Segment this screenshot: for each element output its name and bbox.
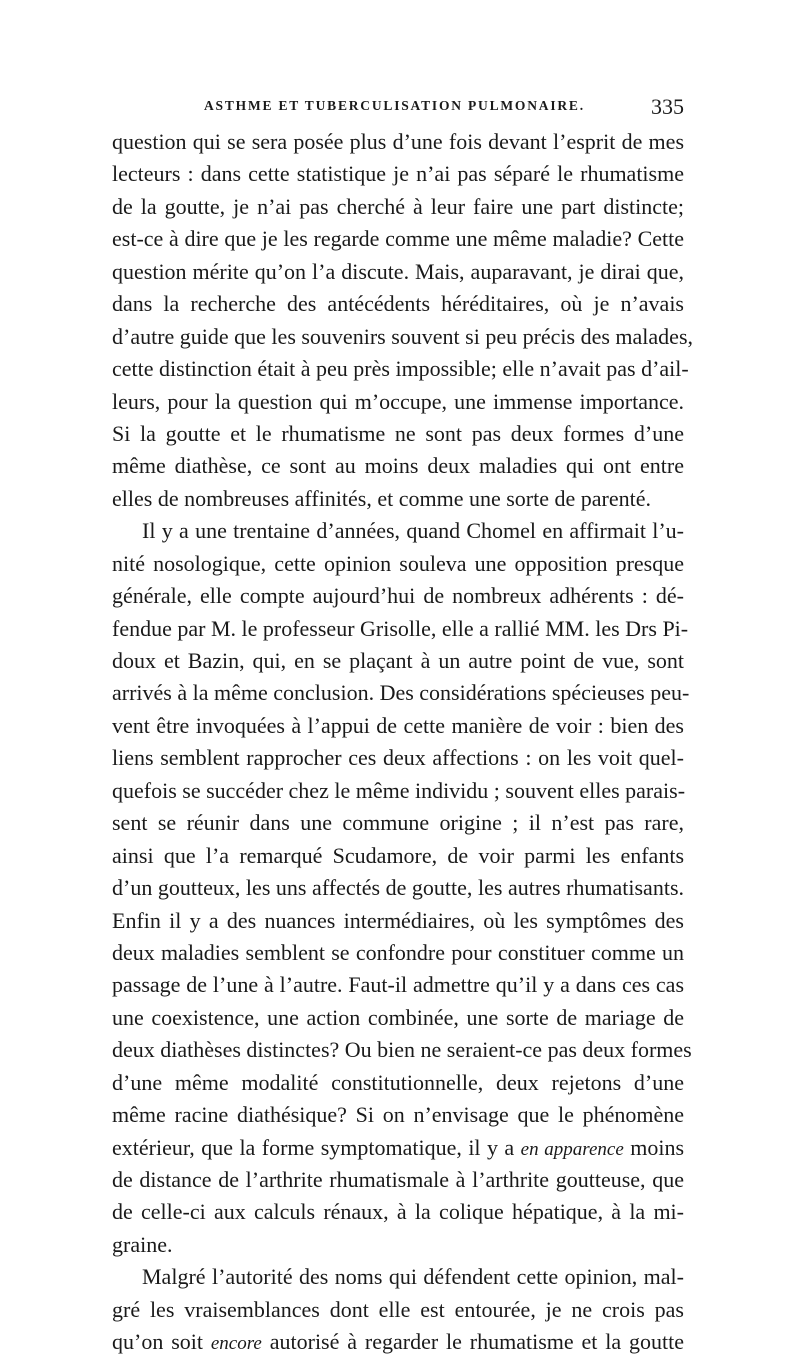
text-line: Enfin il y a des nuances intermédiaires, où les symptômes des — [112, 907, 684, 933]
text-line: d’une même modalité constitutionnelle, deux rejetons d’une — [112, 1069, 684, 1095]
paragraph-end-line: graine. — [112, 1231, 173, 1257]
text-line-with-italic — [112, 1132, 684, 1164]
text-line: lecteurs : dans cette statistique je n’ai pas séparé le rhumatisme — [112, 161, 684, 187]
text-line: cette distinction était à peu près impossible; elle n’avait pas d’ail- — [112, 356, 689, 382]
text-line: vent être invoquées à l’appui de cette manière de voir : bien des — [112, 712, 684, 738]
text-segment: qu’on soit — [112, 1329, 203, 1355]
text-line: d’autre guide que les souvenirs souvent si peu précis des malades, — [112, 323, 694, 349]
text-line: même diathèse, ce sont au moins deux maladies qui ont entre — [112, 453, 684, 479]
text-line-with-italic — [112, 1326, 684, 1358]
text-segment: autorisé à regarder le rhumatisme et la goutte — [269, 1329, 684, 1355]
text-line: de la goutte, je n’ai pas cherché à leur faire une part distincte; — [112, 193, 684, 219]
text-segment: moins — [630, 1134, 685, 1160]
text-line: doux et Bazin, qui, en se plaçant à un autre point de vue, sont — [112, 648, 684, 673]
text-line: question qui se sera posée plus d’une fois devant l’esprit de mes — [112, 129, 684, 154]
paragraph-start-line: Malgré l’autorité des noms qui défendent cette opinion, mal- — [142, 1264, 684, 1290]
text-line: fendue par M. le professeur Grisolle, elle a rallié MM. les Drs Pi- — [112, 615, 689, 641]
text-line: est-ce à dire que je les regarde comme une même maladie? Cette — [112, 226, 684, 252]
text-line: Si la goutte et le rhumatisme ne sont pas deux formes d’une — [112, 420, 684, 446]
text-line: leurs, pour la question qui m’occupe, une immense importance. — [112, 388, 684, 414]
text-line: de distance de l’arthrite rhumatismale à l’arthrite goutteuse, que — [112, 1167, 684, 1192]
text-line: de celle-ci aux calculs rénaux, à la colique hépatique, à la mi- — [112, 1199, 684, 1225]
italic-word: encore — [210, 1333, 262, 1355]
text-line: nité nosologique, cette opinion souleva une opposition presque — [112, 550, 684, 576]
text-line: même racine diathésique? Si on n’envisage que le phénomène — [112, 1102, 684, 1128]
paragraph-start-line: Il y a une trentaine d’années, quand Chomel en affirmait l’u- — [142, 518, 684, 544]
running-title: ASTHME ET TUBERCULISATION PULMONAIRE. — [204, 98, 585, 113]
text-line: question mérite qu’on l’a discute. Mais, auparavant, je dirai que, — [112, 258, 684, 284]
italic-phrase: en apparence — [520, 1138, 624, 1160]
text-line: sent se réunir dans une commune origine ; il n’est pas rare, — [112, 810, 684, 836]
paragraph-end-line: elles de nombreuses affinités, et comme une sorte de parenté. — [112, 485, 652, 511]
text-line: liens semblent rapprocher ces deux affections : on les voit quel- — [112, 745, 684, 771]
running-head — [112, 94, 684, 120]
page-number: 335 — [651, 94, 684, 119]
text-line: arrivés à la même conclusion. Des considérations spécieuses peu- — [112, 680, 690, 706]
text-line: passage de l’une à l’autre. Faut-il admettre qu’il y a dans ces cas — [112, 972, 684, 998]
text-line: deux diathèses distinctes? Ou bien ne seraient-ce pas deux formes — [112, 1037, 692, 1063]
text-line: d’un goutteux, les uns affectés de goutte, les autres rhumatisants. — [112, 875, 684, 901]
text-line: ainsi que l’a remarqué Scudamore, de voir parmi les enfants — [112, 842, 684, 868]
text-line: deux maladies semblent se confondre pour constituer comme un — [112, 939, 684, 965]
text-segment: extérieur, que la forme symptomatique, il y a — [112, 1134, 515, 1160]
body-text — [112, 126, 694, 1359]
text-line: générale, elle compte aujourd’hui de nombreux adhérents : dé- — [112, 583, 684, 609]
text-line: une coexistence, une action combinée, une sorte de mariage de — [112, 1004, 684, 1030]
text-line: dans la recherche des antécédents héréditaires, où je n’avais — [112, 291, 684, 317]
text-line: quefois se succéder chez le même individu ; souvent elles parais- — [112, 777, 686, 803]
text-line: gré les vraisemblances dont elle est entourée, je ne crois pas — [112, 1296, 684, 1322]
